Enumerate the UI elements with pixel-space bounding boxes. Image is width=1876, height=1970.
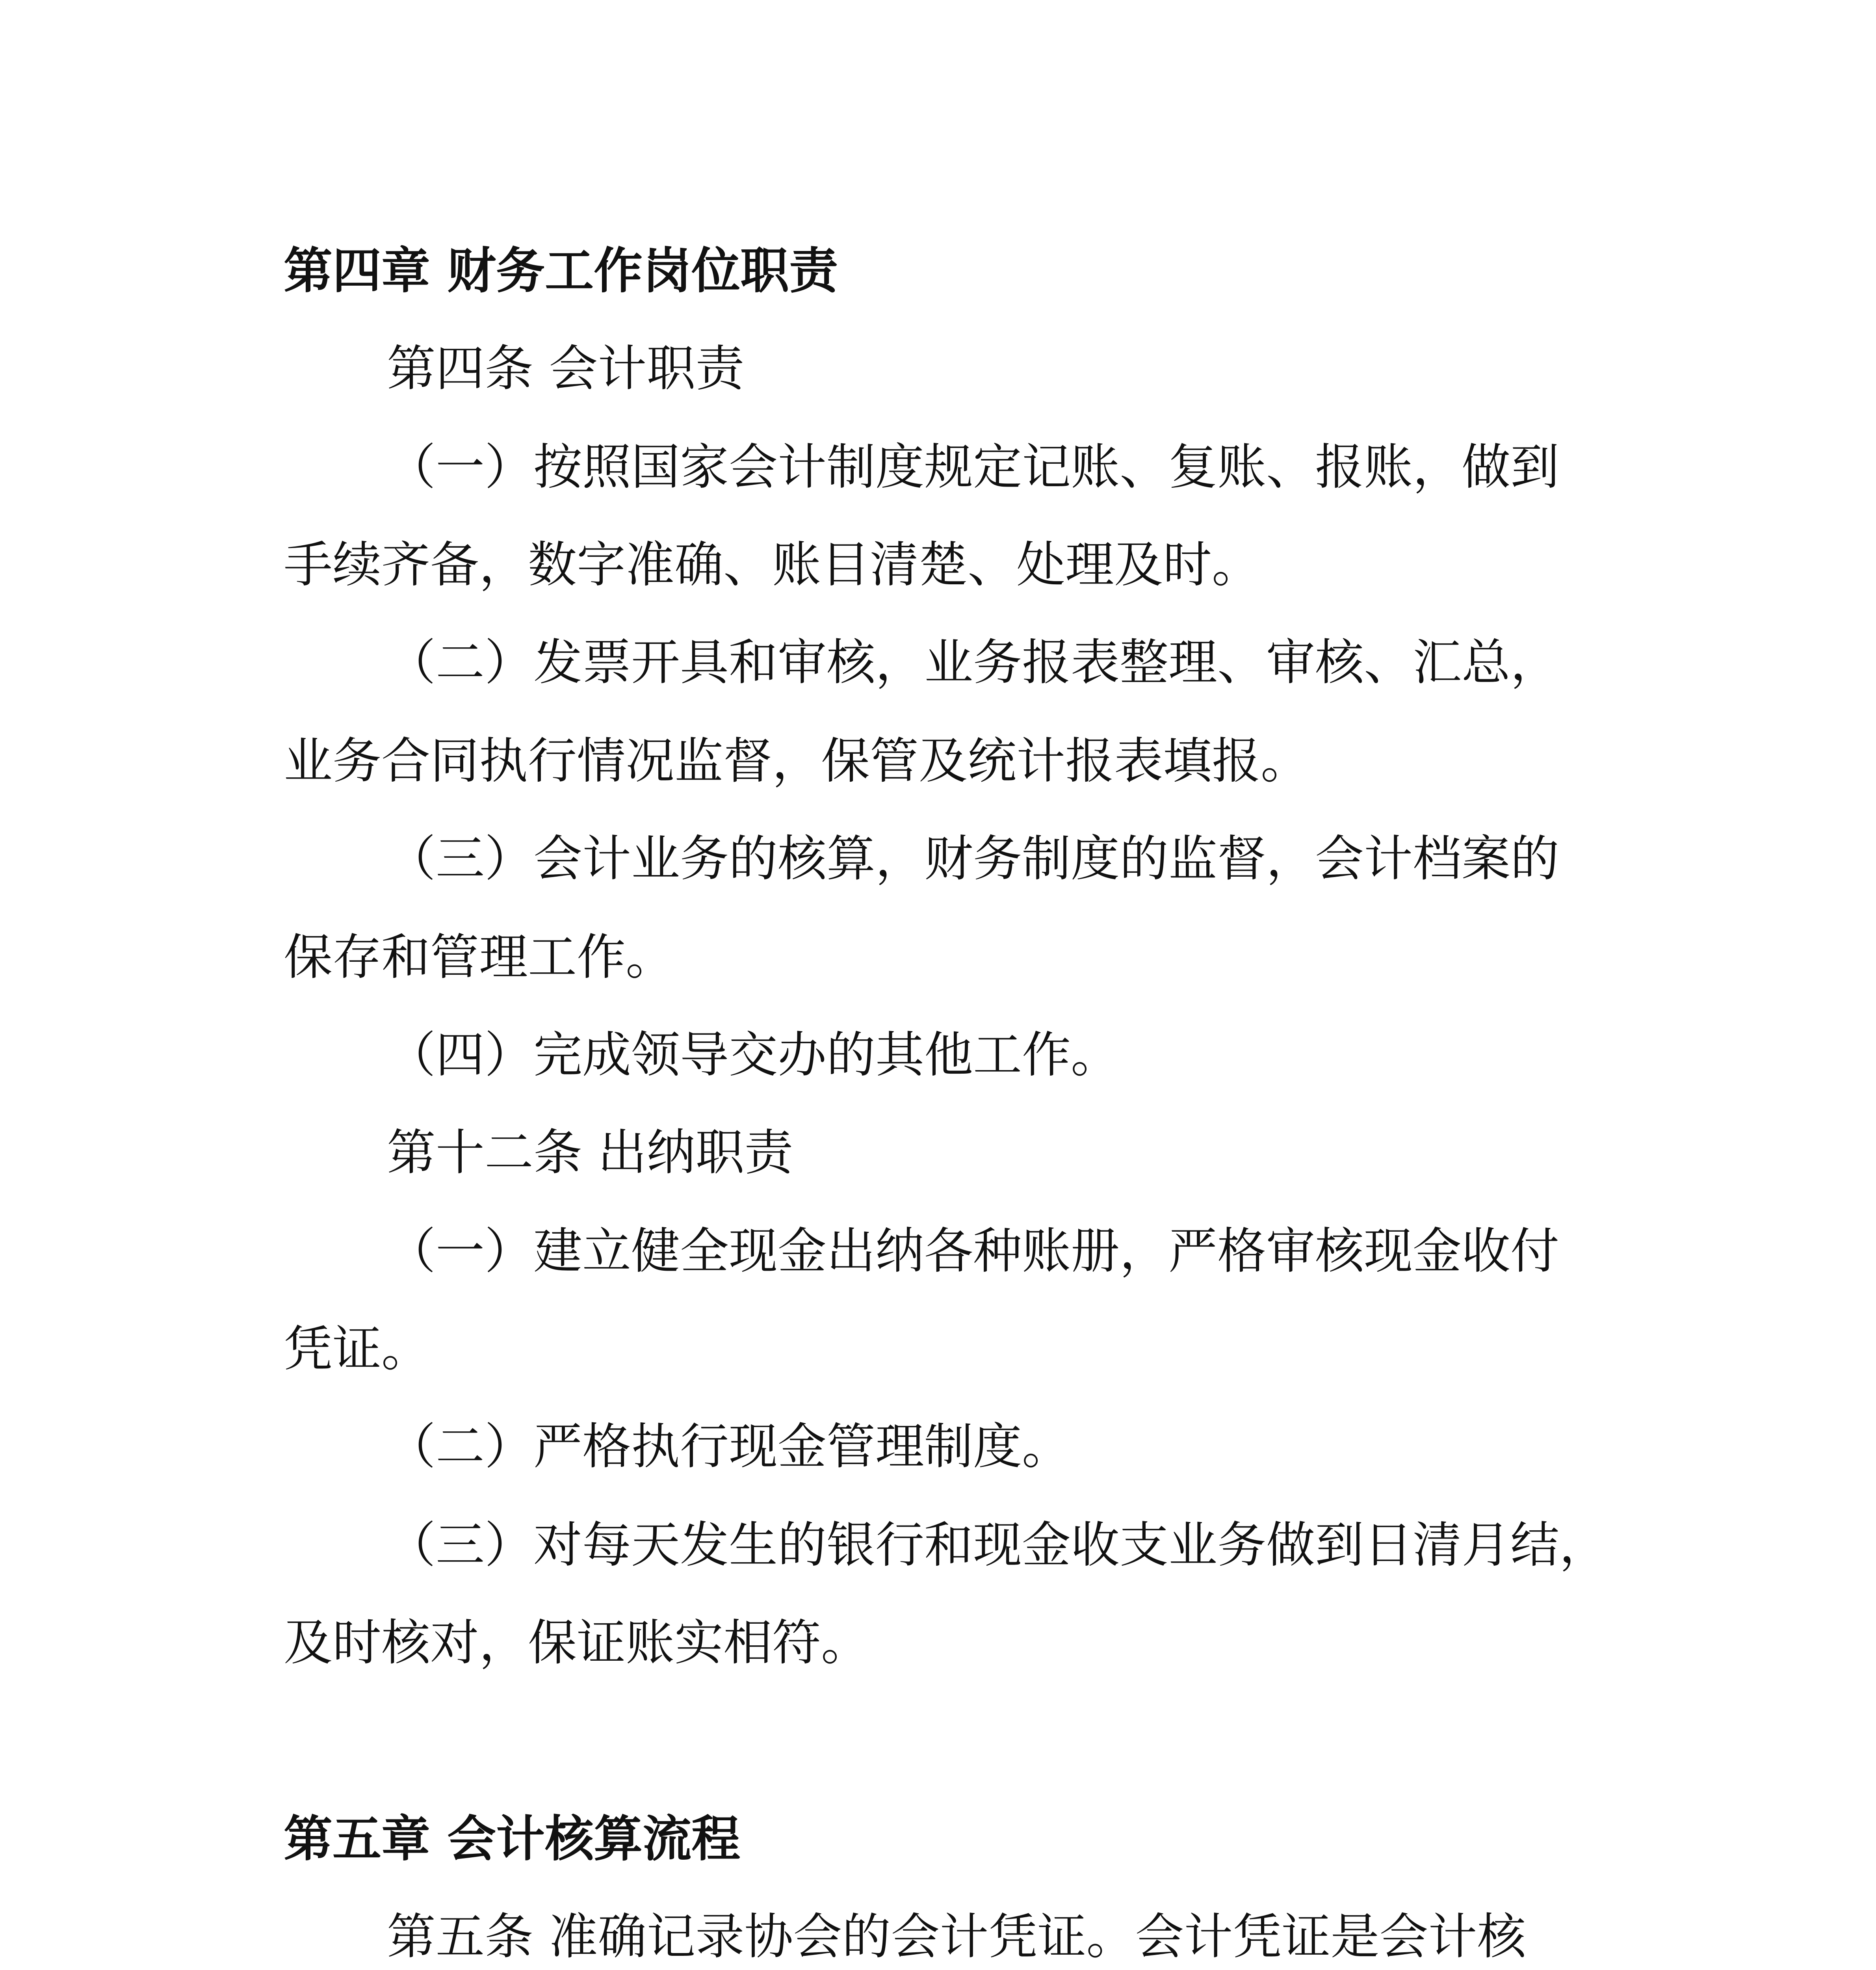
cashier-item-2: （二）严格执行现金管理制度。	[387, 1418, 1071, 1475]
accounting-item-2-line-2: 业务合同执行情况监督，保管及统计报表填报。	[284, 733, 1310, 790]
cashier-item-1-line-2: 凭证。	[284, 1321, 431, 1377]
article-12-title: 第十二条 出纳职责	[387, 1124, 793, 1181]
article-4-title: 第四条 会计职责	[387, 340, 745, 397]
chapter-5-heading: 第五章 会计核算流程	[284, 1810, 741, 1868]
chapter-4-heading: 第四章 财务工作岗位职责	[284, 242, 838, 299]
accounting-item-3-line-2: 保存和管理工作。	[284, 929, 675, 986]
cashier-item-3-line-1: （三）对每天发生的银行和现金收支业务做到日清月结，	[387, 1517, 1609, 1574]
accounting-item-4: （四）完成领导交办的其他工作。	[387, 1027, 1120, 1084]
accounting-item-2-line-1: （二）发票开具和审核，业务报表整理、审核、汇总，	[387, 634, 1560, 691]
accounting-item-3-line-1: （三）会计业务的核算，财务制度的监督，会计档案的	[387, 831, 1560, 887]
article-5-line-1: 第五条 准确记录协会的会计凭证。会计凭证是会计核	[387, 1909, 1526, 1965]
cashier-item-3-line-2: 及时核对，保证账实相符。	[284, 1615, 870, 1671]
accounting-item-1-line-2: 手续齐备，数字准确、账目清楚、处理及时。	[284, 537, 1261, 593]
accounting-item-1-line-1: （一）按照国家会计制度规定记账、复账、报账，做到	[387, 439, 1560, 496]
cashier-item-1-line-1: （一）建立健全现金出纳各种账册，严格审核现金收付	[387, 1223, 1560, 1280]
